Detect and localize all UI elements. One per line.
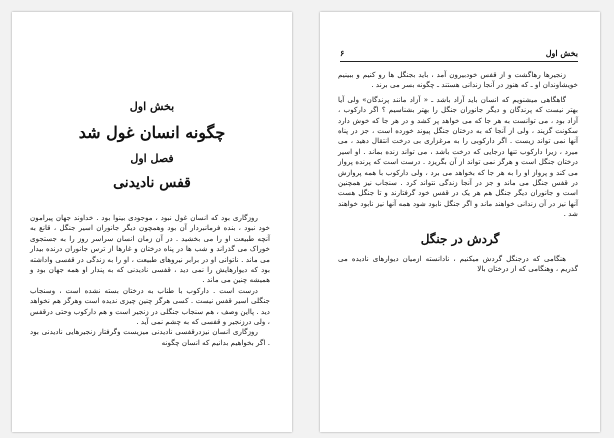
running-head-title: بخش اول xyxy=(545,48,578,58)
right-page-body xyxy=(320,70,600,220)
section-label: فصل اول xyxy=(130,152,174,165)
page-number: ۶ xyxy=(340,48,345,58)
paragraph: درست است . دارکوب با طناب به درختان بسته نشده است ، وسنجاب جنگلی اسیر قفس نیست . کسی هرگز چنین چیزی ندیده است وهرگز هم نخواهد دید . پااین وصف ، هم سنجاب جنگلی در زنجیر است و هم دارکوب وحتی درقفس ، ولی درزنجیر و قفسی که به چشم نمی آید . xyxy=(30,285,270,327)
section-title: قفس نادیدنی xyxy=(113,175,191,191)
chapter-heading xyxy=(12,100,292,191)
book-page-right xyxy=(320,12,600,432)
paragraph: هنگامی که درجنگل گردش میکنیم ، نادانسته ازمیان دیوارهای نادیده می گذریم ، وهنگامی که از درختان بالا xyxy=(338,253,578,274)
chapter-title: چگونه انسان غول شد xyxy=(78,123,226,142)
sub-heading: گردش در جنگل xyxy=(420,231,500,246)
paragraph: گاهگاهی میشنویم که انسان باید آزاد باشد ـ « آزاد مانند پرندگان» ولی آیا بهتر نیست که پرندگان و دیگر جانوران جنگل را بهتر بشناسیم ؟ اگر دارکوب ، آزاد بود ، می توانست به هر جا که می خواهد پر کشد و در هر جا که خوش دارد سکونت گزیند ، ولی از آنجا که به درختان جنگل پیوند خورده است ، جز در پناه آنها نمی تواند زیست . اگر دارکوبی را به مرغزاری بی درخت انتقال دهید ، می میرد ، زیرا دارکوب تنها درجایی که درخت باشد ، می تواند زنده بماند . او اسیر درختان جنگل است و هرگز نمی تواند از آن بگریزد . درست است که پرنده پرواز می کند و پرواز او را به هر جا که بخواهد می برد ، ولی دارکوب با همه پروازش در قفس جنگل می ماند و جز در آنجا زندگی نتواند کرد . سنجاب نیز همچنین است و جانوران دیگر جنگل هم هر یک در قفس خود گرفتارند و تا جنگل هست آنها نیز در آن زندانی خواهند ماند و اگر جنگل نابود شود همه آنها نیز نابود خواهند شد . xyxy=(338,94,578,219)
book-page-left xyxy=(12,12,292,432)
part-label: بخش اول xyxy=(129,100,175,113)
paragraph: روزگاری انسان نیزدرقفسی نادیدنی میزیست وگرفتار زنجیرهایی نادیدنی بود . اگر بخواهیم بدانیم که انسان چگونه xyxy=(30,327,270,347)
right-page-body-continued xyxy=(320,254,600,275)
paragraph: زنجیرها رهاگشت و از قفس خودبیرون آمد ، باید بجنگل ها رو کنیم و ببینیم خویشاوندان او ـ که هنوز در آنجا زندانی هستند ـ چگونه بسر می برند . xyxy=(338,70,578,90)
left-page-body xyxy=(12,213,292,348)
paragraph: روزگاری بود که انسان غول نبود ، موجودی بینوا بود . خداوند جهان پیرامون خود نبود ، بنده فرمانبردار آن بود وهمچون دیگر جانوران اسیر جنگل ، قانع به آنچه طبیعت او را می بخشید . در آن زمان انسان سراسر روز را به جستجوی خوراک می گذراند و شب ها در پناه درختان و غارها از ترس جانوران درنده بیدار می ماند . ناتوانی او در برابر نیروهای طبیعت ، او را به زندگی در قفسی واداشته بود که دیوارهایش را نمی دید ، قفسی نادیدنی که به پندار او همه جهان بود و همیشه چنین می ماند . xyxy=(30,213,270,285)
running-head xyxy=(340,48,578,62)
